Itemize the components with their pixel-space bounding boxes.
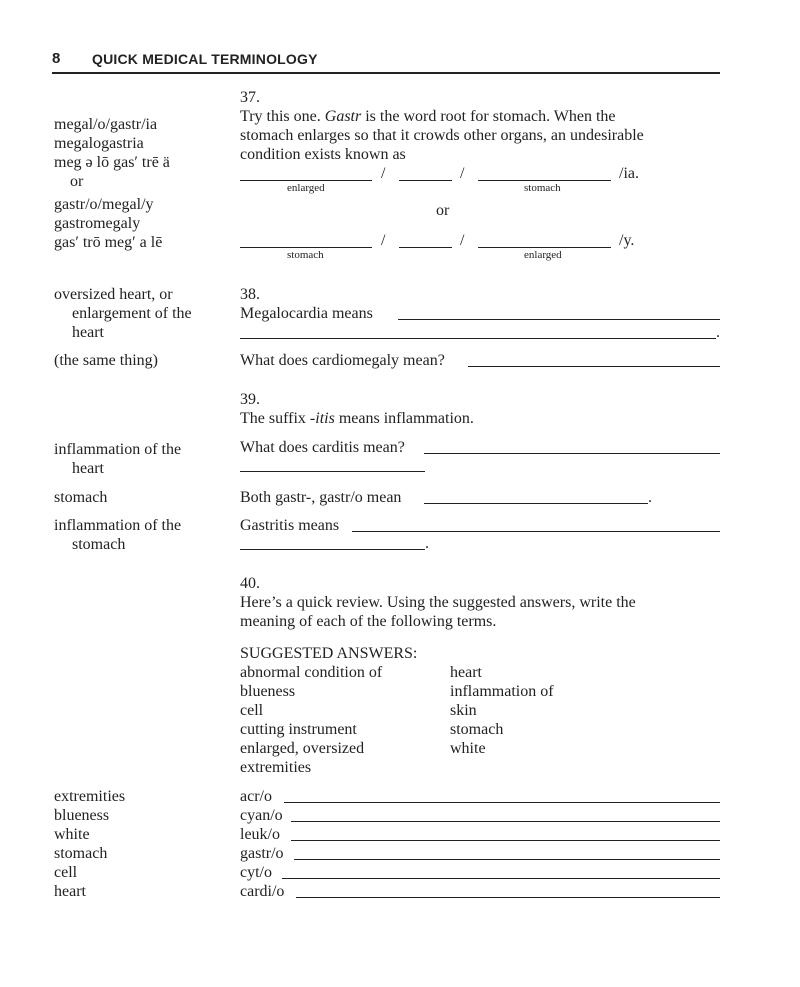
frame-39-number: 39.	[240, 391, 260, 408]
answer-40: heart	[54, 883, 86, 900]
term-label: cyt/o	[240, 864, 272, 881]
blank-gastritis[interactable]	[352, 531, 720, 532]
separator-slash: /	[381, 165, 386, 182]
answer-40: stomach	[54, 845, 108, 862]
blank-gastritis-cont[interactable]	[240, 549, 425, 550]
term-label: gastr/o	[240, 845, 284, 862]
blank-enlarged-2[interactable]	[478, 247, 611, 248]
question-carditis: What does carditis mean?	[240, 439, 405, 456]
answer-40: blueness	[54, 807, 110, 824]
answer-37-line: or	[70, 173, 84, 190]
suggested-answer: heart	[450, 664, 482, 681]
blank-gastr[interactable]	[424, 503, 648, 504]
period: .	[425, 535, 429, 552]
answer-39-line: heart	[72, 460, 104, 477]
suggested-answer: white	[450, 740, 486, 757]
blank-enlarged-1[interactable]	[240, 180, 372, 181]
question-cardiomegaly: What does cardiomegaly mean?	[240, 352, 445, 369]
blank-leuk-o[interactable]	[291, 840, 720, 841]
separator-slash: /	[460, 232, 465, 249]
blank-cardi-o[interactable]	[296, 897, 720, 898]
or-label: or	[436, 202, 450, 219]
blank-stomach-1[interactable]	[478, 180, 611, 181]
answer-37-line: gas′ trō meg′ a lē	[54, 234, 163, 251]
term-label: leuk/o	[240, 826, 280, 843]
blank-acr-o[interactable]	[284, 802, 720, 803]
blank-stomach-2[interactable]	[240, 247, 372, 248]
answer-39-line: stomach	[72, 536, 126, 553]
suggested-answer: extremities	[240, 759, 312, 776]
caption-stomach: stomach	[524, 182, 561, 194]
frame-39-text: The suffix -itis means inflammation.	[240, 410, 474, 427]
suggested-answer: abnormal condition of	[240, 664, 383, 681]
suggested-answer: cell	[240, 702, 264, 719]
frame-37-text-line1: Try this one. Gastr is the word root for stomach. When the	[240, 108, 616, 125]
answer-38-line: oversized heart, or	[54, 286, 173, 303]
frame-40-text-line2: meaning of each of the following terms.	[240, 613, 497, 630]
question-gastritis: Gastritis means	[240, 517, 340, 534]
answer-37-line: gastr/o/megal/y	[54, 196, 154, 213]
separator-slash: /	[460, 165, 465, 182]
frame-37-text-line2: stomach enlarges so that it crowds other organs, an undesirable	[240, 127, 644, 144]
answer-40: white	[54, 826, 90, 843]
question-megalocardia: Megalocardia means	[240, 305, 373, 322]
blank-carditis-cont[interactable]	[240, 471, 425, 472]
term-label: acr/o	[240, 788, 272, 805]
answer-38-line: enlargement of the	[72, 305, 192, 322]
book-title: QUICK MEDICAL TERMINOLOGY	[92, 51, 318, 67]
running-header	[52, 50, 720, 74]
answer-37-line: gastromegaly	[54, 215, 141, 232]
answer-37-line: megal/o/gastr/ia	[54, 116, 158, 133]
blank-cardiomegaly[interactable]	[468, 366, 720, 367]
period: .	[716, 324, 720, 341]
blank-megalocardia[interactable]	[398, 319, 720, 320]
suffix-y: /y.	[619, 232, 635, 249]
frame-37-number: 37.	[240, 89, 260, 106]
blank-combining-vowel-1[interactable]	[399, 180, 452, 181]
frame-37-text-line3: condition exists known as	[240, 146, 406, 163]
answer-40: extremities	[54, 788, 126, 805]
answer-37-line: meg ə lō gas′ trē ä	[54, 154, 170, 171]
suggested-answer: enlarged, oversized	[240, 740, 365, 757]
answer-39-line: inflammation of the	[54, 441, 182, 458]
term-label: cyan/o	[240, 807, 283, 824]
blank-combining-vowel-2[interactable]	[399, 247, 452, 248]
answer-38b: (the same thing)	[54, 352, 158, 369]
suggested-answer: blueness	[240, 683, 296, 700]
caption-enlarged: enlarged	[524, 249, 562, 261]
frame-40-text-line1: Here’s a quick review. Using the suggested answers, write the	[240, 594, 636, 611]
blank-gastr-o[interactable]	[294, 859, 720, 860]
blank-cyan-o[interactable]	[291, 821, 720, 822]
answer-38-line: heart	[72, 324, 104, 341]
answer-40: cell	[54, 864, 78, 881]
suggested-answer: inflammation of	[450, 683, 554, 700]
term-label: cardi/o	[240, 883, 285, 900]
page-number: 8	[52, 50, 61, 67]
question-gastr: Both gastr-, gastr/o mean	[240, 489, 402, 506]
answer-39-line: inflammation of the	[54, 517, 182, 534]
period: .	[648, 489, 652, 506]
frame-40-number: 40.	[240, 575, 260, 592]
blank-cyt-o[interactable]	[282, 878, 720, 879]
frame-38-number: 38.	[240, 286, 260, 303]
answer-39b: stomach	[54, 489, 108, 506]
suggested-answers-title: SUGGESTED ANSWERS:	[240, 645, 418, 662]
separator-slash: /	[381, 232, 386, 249]
caption-stomach: stomach	[287, 249, 324, 261]
blank-megalocardia-cont[interactable]	[240, 338, 716, 339]
suggested-answer: stomach	[450, 721, 504, 738]
suggested-answer: cutting instrument	[240, 721, 357, 738]
answer-37-line: megalogastria	[54, 135, 144, 152]
suffix-ia: /ia.	[619, 165, 639, 182]
suggested-answer: skin	[450, 702, 477, 719]
blank-carditis[interactable]	[424, 453, 720, 454]
caption-enlarged: enlarged	[287, 182, 325, 194]
